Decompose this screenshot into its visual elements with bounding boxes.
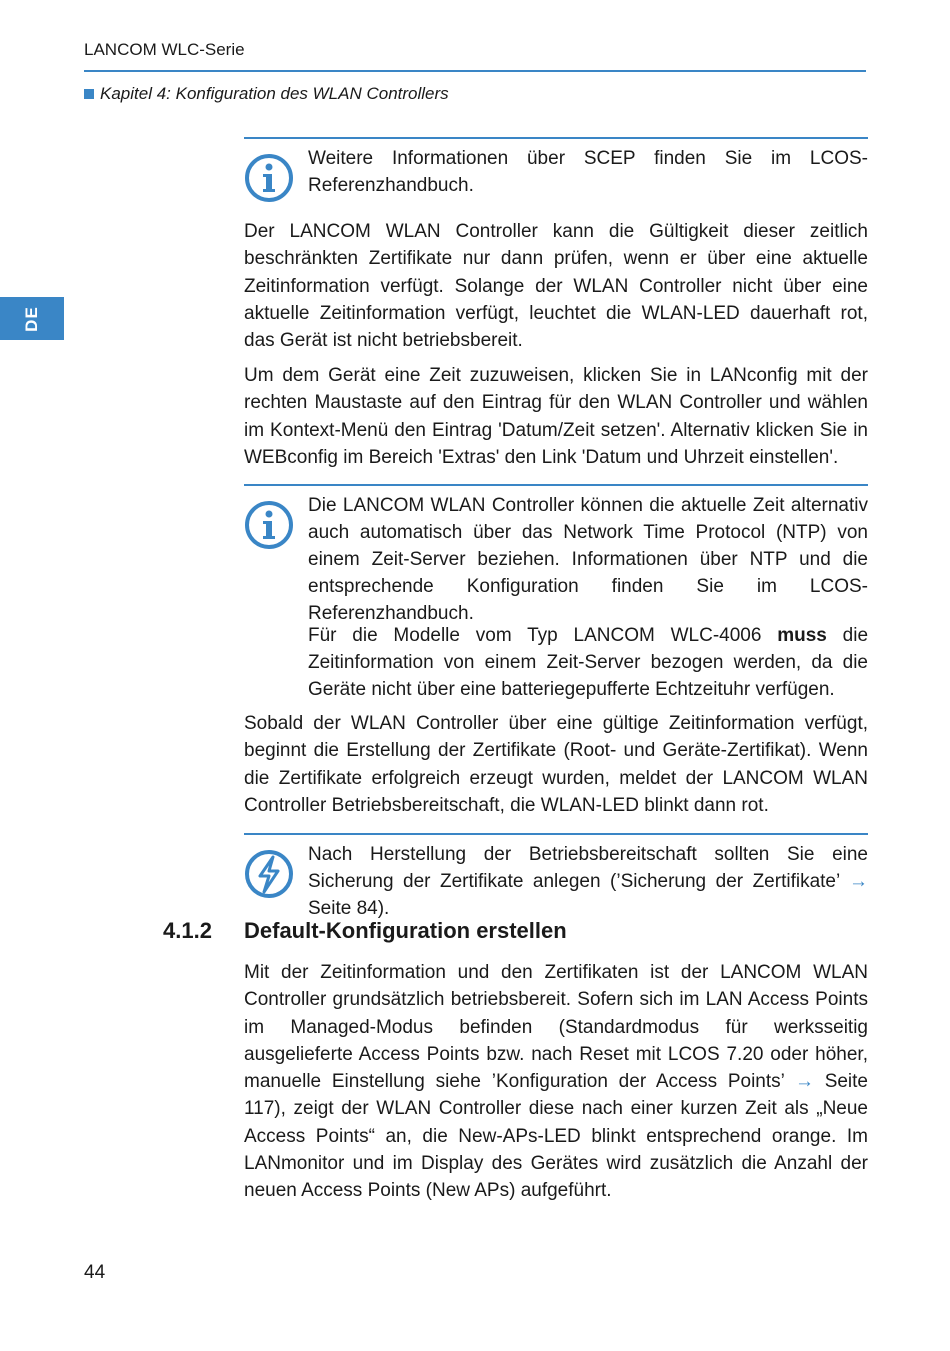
section-title: Default-Konfiguration erstellen xyxy=(244,918,567,943)
square-bullet-icon xyxy=(84,89,94,99)
chapter-heading xyxy=(84,84,449,104)
info-note-2-text-2: Für die Modelle vom Typ LANCOM WLC-4006 muss die Zeitinformation von einem Zeit-Server bezogen werden, da die Geräte nicht über eine batteriegepufferte Echtzeituhr verfügen. xyxy=(308,625,869,700)
cross-reference-arrow-icon: → xyxy=(794,1071,814,1093)
warning-note-text: Nach Herstellung der Betriebsbereitschaft sollten Sie eine Sicherung der Zertifikate anlegen (’Sicherung der Zertifikate’ → Seite 84). xyxy=(308,844,868,919)
info-icon xyxy=(244,500,294,550)
page-number: 44 xyxy=(84,1262,106,1283)
language-tab xyxy=(0,297,64,340)
cross-reference-arrow-icon: → xyxy=(849,871,868,892)
header-rule xyxy=(84,70,866,72)
paragraph-4: Mit der Zeitinformation und den Zertifikaten ist der LANCOM WLAN Controller grundsätzlich betriebsbereit. Sofern sich im LAN Access Points im Managed-Modus befinden (Standardmodus für werksseitig ausgelieferte Access Points bzw. nach Reset mit LCOS 7.20 oder höher, manuelle Einstellung siehe ’Konfiguration der Access Points’ → Seite 117), zeigt der WLAN Controller diese nach einer kurzen Zeit als „Neue Access Points“ an, die New-APs-LED blinkt entsprechend orange. Im LANmonitor und im Display des Gerätes wird zusätzlich die Anzahl der neuen Access Points (New APs) aufgeführt. xyxy=(244,962,868,1202)
paragraph-1: Der LANCOM WLAN Controller kann die Gültigkeit dieser zeitlich beschränkten Zertifikate nur dann prüfen, wenn er über eine aktuelle Zeitinformation verfügt. Solange der WLAN Controller nicht über eine aktuelle Zeitinformation verfügt, leuchtet die WLAN-LED dauerhaft rot, das Gerät ist nicht betriebsbereit. xyxy=(244,221,868,352)
language-tab-label: DE xyxy=(22,305,41,332)
paragraph-3: Sobald der WLAN Controller über eine gültige Zeitinformation verfügt, beginnt die Erstellung der Zertifikate (Root- und Geräte-Zertifikat). Wenn die Zertifikate erfolgreich erzeugt wurden, meldet der LANCOM WLAN Controller Betriebsbereitschaft, die WLAN-LED blinkt dann rot. xyxy=(244,713,868,816)
chapter-label: Kapitel 4: Konfiguration des WLAN Controllers xyxy=(100,84,449,103)
emphasis-muss: muss xyxy=(777,625,827,646)
info-note-2-text: Die LANCOM WLAN Controller können die aktuelle Zeit alternativ auch automatisch über das Network Time Protocol (NTP) von einem Zeit-Server beziehen. Informationen über NTP und die entsprechende Konfiguration finden Sie im LCOS-Referenzhandbuch. xyxy=(308,495,868,624)
info-note-1 xyxy=(244,137,868,203)
info-icon xyxy=(244,153,294,203)
info-note-1-text: Weitere Informationen über SCEP finden Sie im LCOS-Referenzhandbuch. xyxy=(308,148,868,196)
lightning-warning-icon xyxy=(244,849,294,899)
warning-note xyxy=(244,833,868,919)
header-title: LANCOM WLC-Serie xyxy=(84,40,245,59)
paragraph-2: Um dem Gerät eine Zeit zuzuweisen, klicken Sie in LANconfig mit der rechten Maustaste auf den Eintrag für den WLAN Controller und wählen im Kontext-Menü den Eintrag 'Datum/Zeit setzen'. Alternativ klicken Sie in WEBconfig im Bereich 'Extras' den Link 'Datum und Uhrzeit einstellen'. xyxy=(244,365,868,468)
info-note-2 xyxy=(244,484,868,706)
section-number: 4.1.2 xyxy=(163,918,212,943)
